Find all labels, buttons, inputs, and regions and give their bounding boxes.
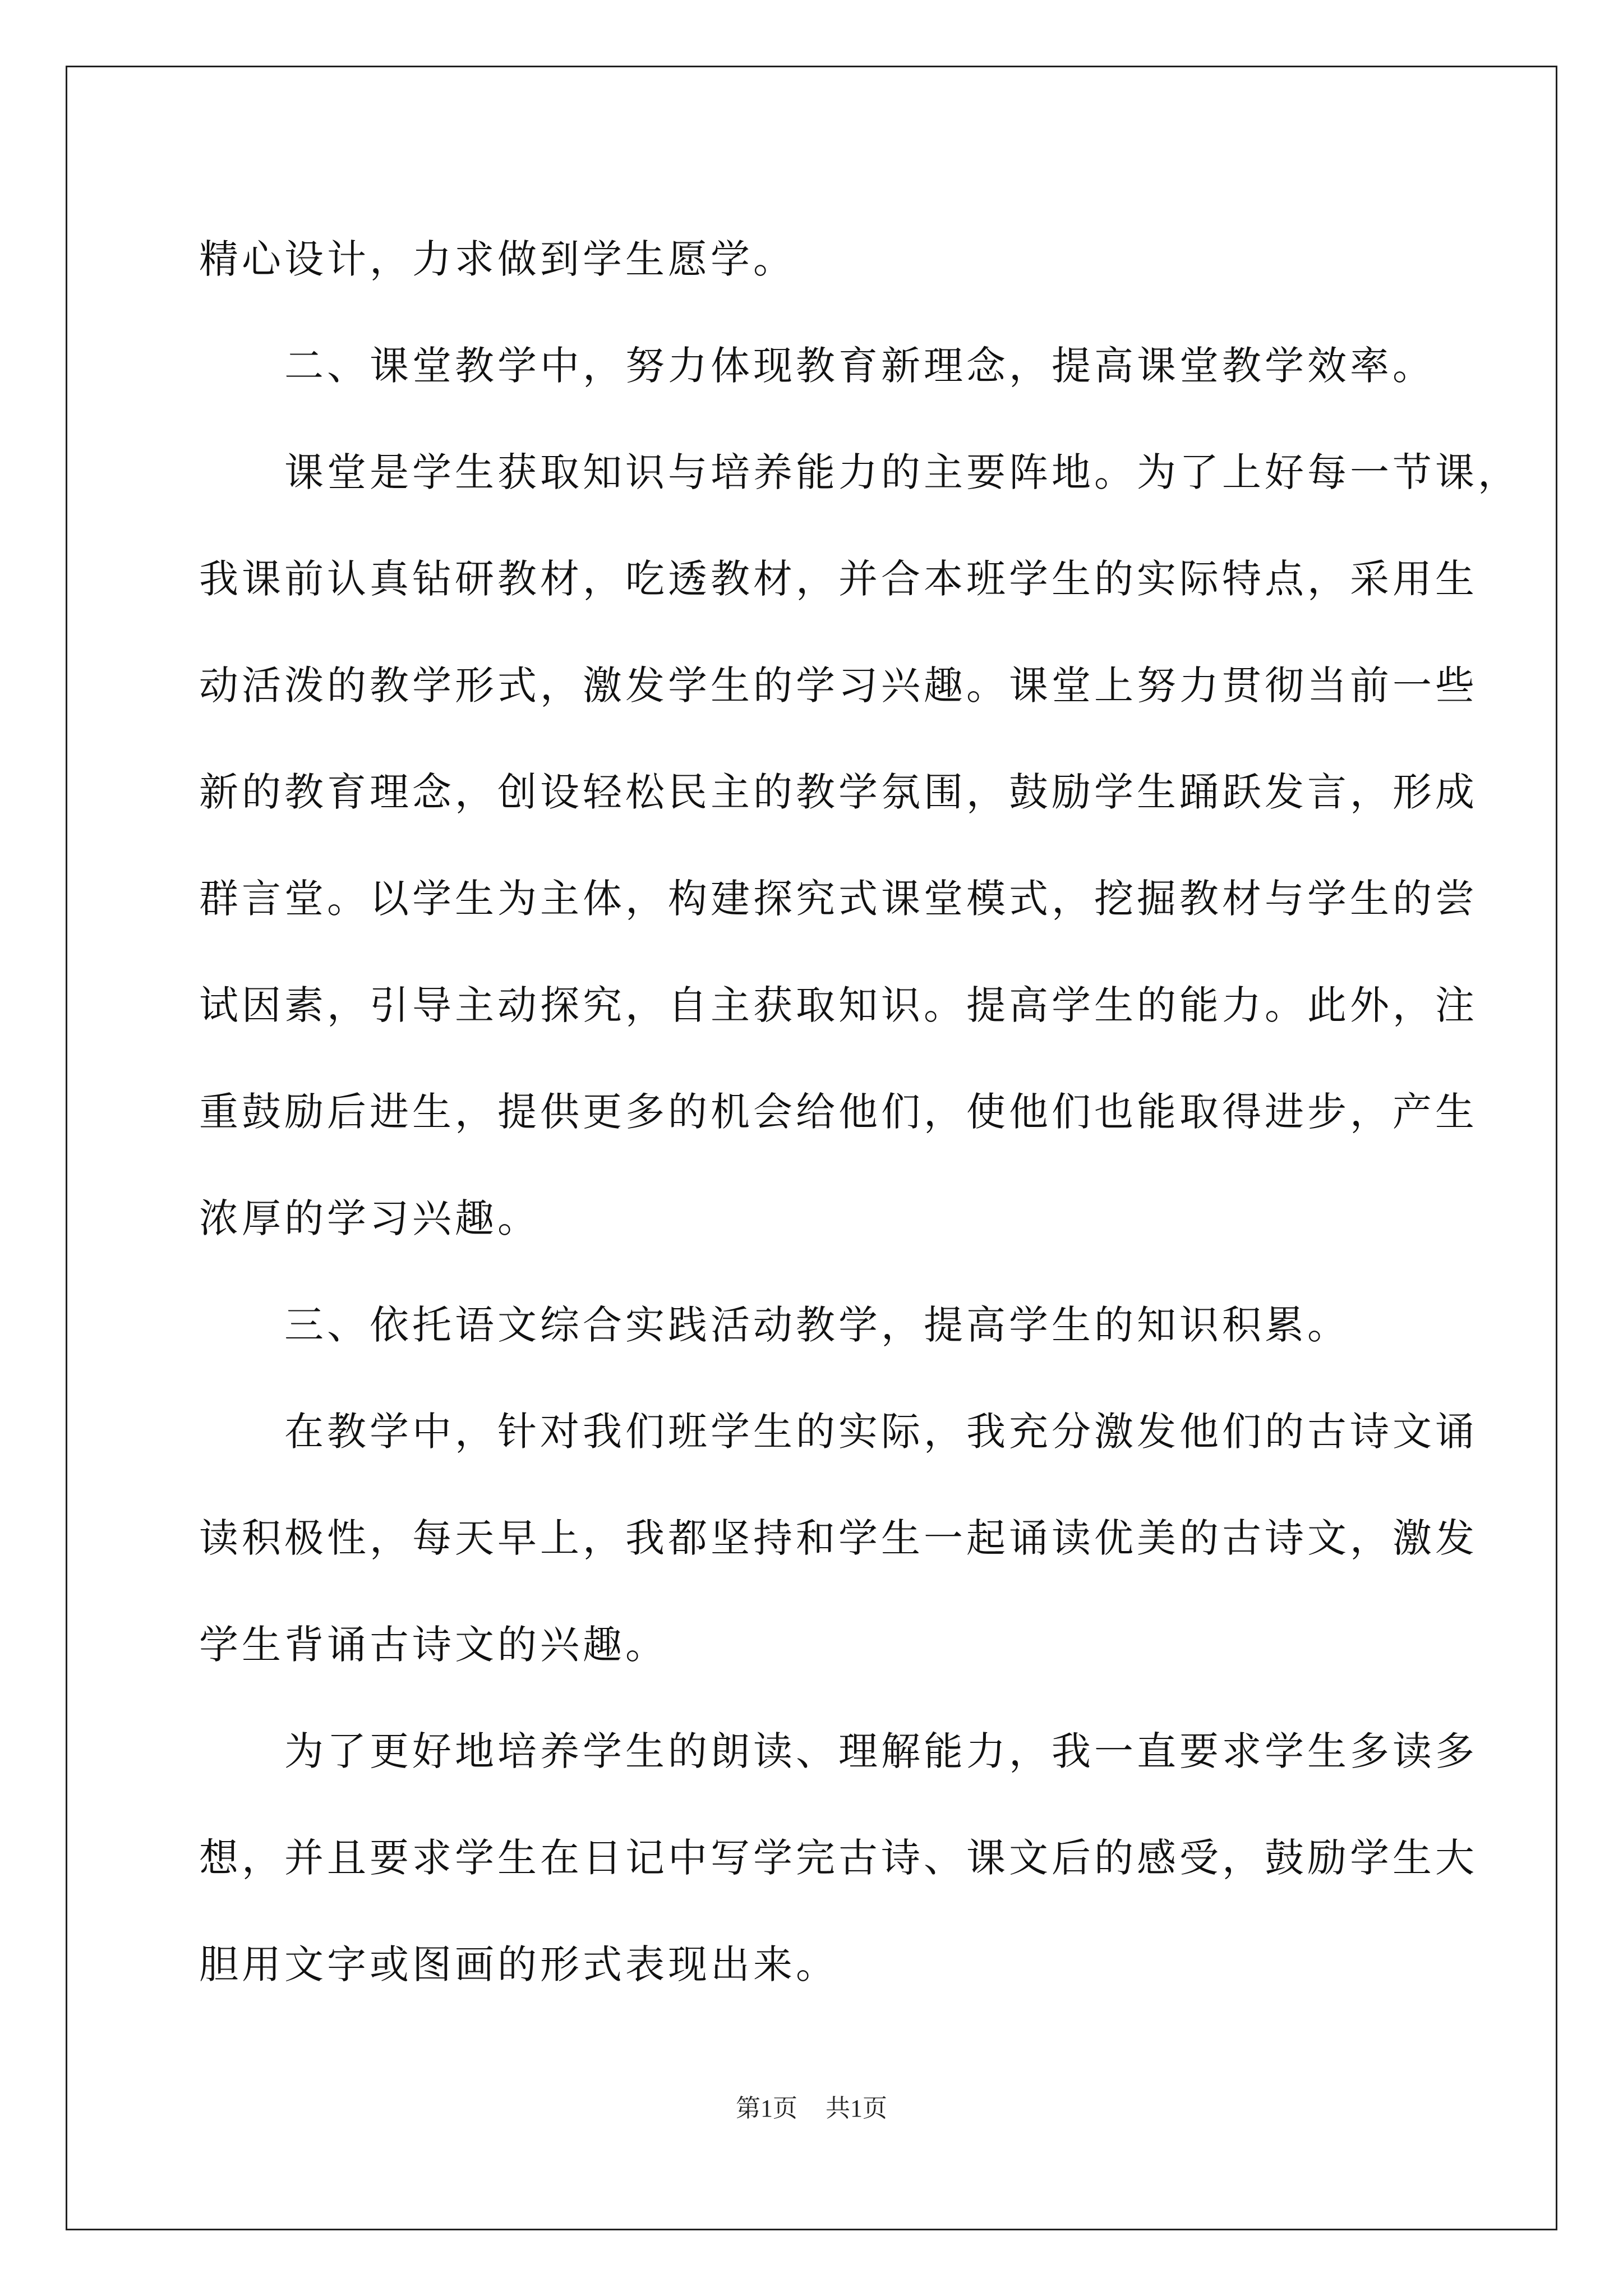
page-footer <box>0 2088 1623 2124</box>
text-line: 课堂是学生获取知识与培养能力的主要阵地。为了上好每一节课， <box>284 449 1520 495</box>
text-line: 精心设计，力求做到学生愿学。 <box>199 236 796 282</box>
document-body <box>199 206 1520 2018</box>
text-line: 重鼓励后进生，提供更多的机会给他们，使他们也能取得进步，产生 <box>199 1089 1478 1135</box>
page-number: 第1页 <box>736 2095 797 2122</box>
text-line: 群言堂。以学生为主体，构建探究式课堂模式，挖掘教材与学生的尝 <box>199 876 1478 922</box>
section-heading <box>199 1272 1433 1378</box>
text-line: 动活泼的教学形式，激发学生的学习兴趣。课堂上努力贯彻当前一些 <box>199 662 1478 708</box>
text-line: 我课前认真钻研教材，吃透教材，并合本班学生的实际特点，采用生 <box>199 556 1478 602</box>
text-line: 二、课堂教学中，努力体现教育新理念，提高课堂教学效率。 <box>284 343 1435 389</box>
text-line: 在教学中，针对我们班学生的实际，我充分激发他们的古诗文诵 <box>284 1409 1478 1455</box>
total-pages: 共1页 <box>826 2095 887 2122</box>
paragraph <box>199 206 1433 312</box>
text-line: 想，并且要求学生在日记中写学完古诗、课文后的感受，鼓励学生大 <box>199 1835 1478 1881</box>
paragraph <box>199 419 1520 1272</box>
text-line: 浓厚的学习兴趣。 <box>199 1195 540 1241</box>
section-heading <box>199 312 1433 419</box>
text-line: 三、依托语文综合实践活动教学，提高学生的知识积累。 <box>284 1302 1350 1348</box>
text-line: 试因素，引导主动探究，自主获取知识。提高学生的能力。此外，注 <box>199 982 1478 1028</box>
text-line: 学生背诵古诗文的兴趣。 <box>199 1622 668 1668</box>
text-line: 胆用文字或图画的形式表现出来。 <box>199 1941 838 1987</box>
paragraph <box>199 1698 1478 2018</box>
text-line: 读积极性，每天早上，我都坚持和学生一起诵读优美的古诗文，激发 <box>199 1515 1478 1561</box>
paragraph <box>199 1378 1478 1698</box>
text-line: 为了更好地培养学生的朗读、理解能力，我一直要求学生多读多 <box>284 1728 1478 1774</box>
text-line: 新的教育理念，创设轻松民主的教学氛围，鼓励学生踊跃发言，形成 <box>199 769 1478 815</box>
